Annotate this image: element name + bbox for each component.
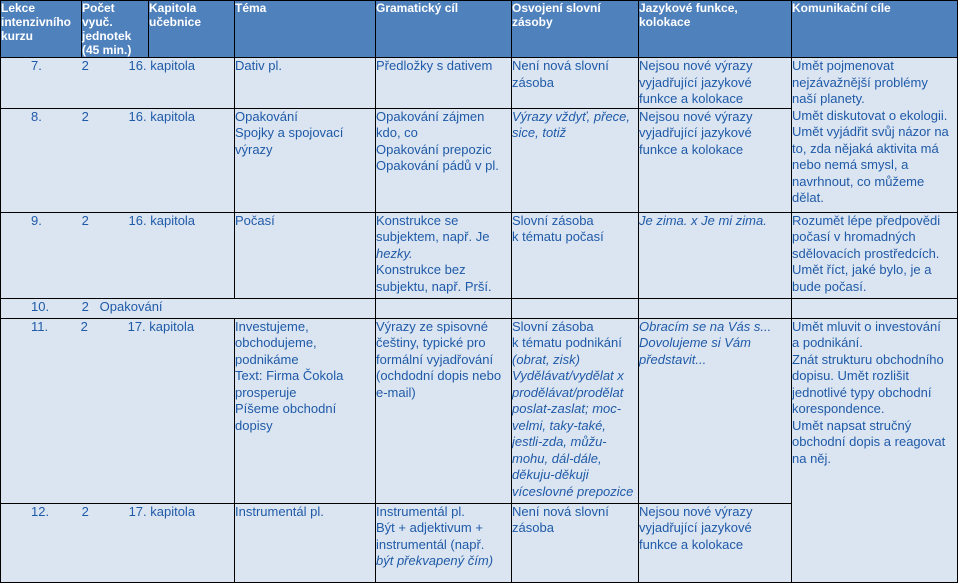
lesson-cell: 12. 2 17. kapitola xyxy=(1,503,235,582)
slovni-cell: Slovní zásoba k tématu podnikání (obrat, zisk) Vydělávat/vydělat x prodělávat/prodělat poslat-zaslat; moc- velmi, taky-také, jestli-zda, můžu- mohu, dál-dále, děkuju-děkuji víceslovné prepozice xyxy=(512,318,639,503)
slovni-cell: Slovní zásoba k tématu počasí xyxy=(512,212,639,298)
komun-cell: Umět mluvit o investování a podnikání. Znát strukturu obchodního dopisu. Umět rozlišit jednotlivé typy obchodní korespondence. Umět napsat stručný obchodní dopis a reagovat na něj. xyxy=(792,318,958,582)
lesson-cell: 9. 2 16. kapitola xyxy=(1,212,235,298)
tema-cell: Instrumentál pl. xyxy=(235,503,376,582)
jazyk-cell: Nejsou nové výrazy vyjadřující jazykové funkce a kolokace xyxy=(639,503,792,582)
tema-cell: Opakování Spojky a spojovací výrazy xyxy=(235,108,376,212)
lesson-cell: 10. 2 Opakování xyxy=(1,298,376,318)
header-lekce: Lekce intenzivního kurzu xyxy=(1,1,82,58)
header-gramaticky-cil: Gramatický cíl xyxy=(376,1,512,58)
gram-cell: Konstrukce se subjektem, např. Je hezky. Konstrukce bez subjektu, např. Prší. xyxy=(376,212,512,298)
gram-cell: Výrazy ze spisovné češtiny, typické pro formální vyjadřování (ochdodní dopis nebo e-mail) xyxy=(376,318,512,503)
jazyk-cell: Je zima. x Je mi zima. xyxy=(639,212,792,298)
header-row xyxy=(1,1,958,58)
table-row xyxy=(1,298,958,318)
slovni-cell: Výrazy vždyť, přece, sice, totiž xyxy=(512,108,639,212)
empty-cell xyxy=(639,298,792,318)
jazyk-cell: Nejsou nové výrazy vyjadřující jazykové funkce a kolokace xyxy=(639,58,792,109)
table-row xyxy=(1,212,958,298)
header-kapitola: Kapitola učebnice xyxy=(149,1,235,58)
header-tema: Téma xyxy=(235,1,376,58)
jazyk-cell: Obracím se na Vás s... Dovolujeme si Vám představit... xyxy=(639,318,792,503)
tema-cell: Investujeme, obchodujeme, podnikáme Text: Firma Čokola prosperuje Píšeme obchodní dopisy xyxy=(235,318,376,503)
table-row xyxy=(1,318,958,503)
header-pocet: Počet vyuč. jednotek (45 min.) xyxy=(82,1,149,58)
gram-cell: Instrumentál pl. Být + adjektivum + instrumentál (např. být překvapený čím) xyxy=(376,503,512,582)
slovni-cell: Není nová slovní zásoba xyxy=(512,503,639,582)
komun-cell: Umět pojmenovat nejzávažnější problémy naší planety. Umět diskutovat o ekologii. Umět vyjádřit svůj názor na to, zda nějaká aktivita má nebo nemá smysl, a navrhnout, co můžeme dělat. xyxy=(792,58,958,213)
tema-cell: Dativ pl. xyxy=(235,58,376,109)
lesson-cell: 11. 2 17. kapitola xyxy=(1,318,235,503)
header-osvojeni-slovni-zasoby: Osvojení slovní zásoby xyxy=(512,1,639,58)
lesson-cell: 8. 2 16. kapitola xyxy=(1,108,235,212)
komun-cell: Rozumět lépe předpovědi počasí v hromadných sdělovacích prostředcích. Umět říct, jaké bylo, je a bude počasí. xyxy=(792,212,958,298)
header-jazykove-funkce: Jazykové funkce, kolokace xyxy=(639,1,792,58)
slovni-cell: Není nová slovní zásoba xyxy=(512,58,639,109)
empty-cell xyxy=(792,298,958,318)
tema-cell: Počasí xyxy=(235,212,376,298)
table-row xyxy=(1,58,958,109)
jazyk-cell: Nejsou nové výrazy vyjadřující jazykové funkce a kolokace xyxy=(639,108,792,212)
gram-cell: Předložky s dativem xyxy=(376,58,512,109)
header-komunikacni-cile: Komunikační cíle xyxy=(792,1,958,58)
empty-cell xyxy=(376,298,512,318)
gram-cell: Opakování zájmen kdo, co Opakování prepozic Opakování pádů v pl. xyxy=(376,108,512,212)
lesson-cell: 7. 2 16. kapitola xyxy=(1,58,235,109)
empty-cell xyxy=(512,298,639,318)
